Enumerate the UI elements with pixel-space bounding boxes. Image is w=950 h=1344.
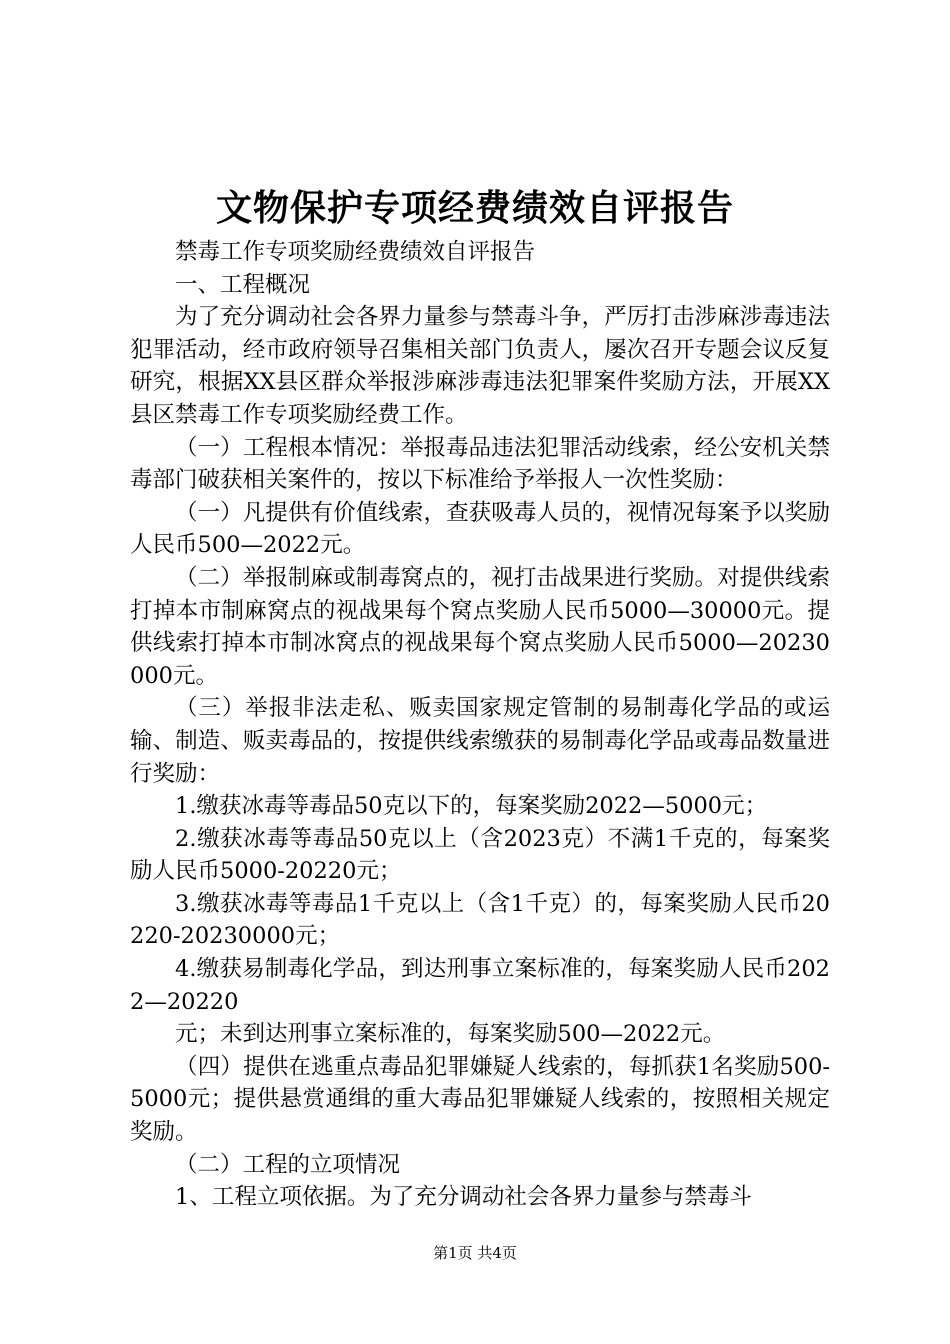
paragraph-subtitle: 禁毒工作专项奖励经费绩效自评报告: [175, 239, 536, 265]
paragraph-project-approval-heading: （二）工程的立项情况: [175, 1151, 401, 1178]
paragraph-sub-item-1: 1.缴获冰毒等毒品50克以下的，每案奖励2022—5000元；: [175, 793, 768, 820]
page-number: 第1页 共4页: [433, 1244, 517, 1262]
document-body: [130, 236, 830, 1214]
paragraph-sub-item-4: 4.缴获易制毒化学品，到达刑事立案标准的，每案奖励人民币2022—20220: [130, 956, 830, 1015]
paragraph-sub-item-3: 3.缴获冰毒等毒品1千克以上（含1千克）的，每案奖励人民币20220-20230000元；: [130, 890, 830, 950]
paragraph-item-4: （四）提供在逃重点毒品犯罪嫌疑人线索的，每抓获1名奖励500-5000元；提供悬赏通缉的重大毒品犯罪嫌疑人线索的，按照相关规定奖励。: [130, 1053, 830, 1146]
paragraph-sub-item-4-continued: 元；未到达刑事立案标准的，每案奖励500—2022元。: [175, 1021, 726, 1048]
paragraph-overview: 为了充分调动社会各界力量参与禁毒斗争，严厉打击涉麻涉毒违法犯罪活动，经市政府领导召集相关部门负责人，屡次召开专题会议反复研究，根据XX县区群众举报涉麻涉毒违法犯罪案件奖励方法，开展XX县区禁毒工作专项奖励经费工作。: [130, 304, 830, 428]
paragraph-item-2: （二）举报制麻或制毒窝点的，视打击战果进行奖励。对提供线索打掉本市制麻窝点的视战果每个窝点奖励人民币5000—30000元。提供线索打掉本市制冰窝点的视战果每个窝点奖励人民币5000—20230000元。: [130, 564, 830, 689]
document-title: 文物保护专项经费绩效自评报告: [215, 187, 734, 229]
paragraph-approval-basis: 1、工程立项依据。为了充分调动社会各界力量参与禁毒斗: [175, 1184, 752, 1211]
paragraph-basic-situation: （一）工程根本情况：举报毒品违法犯罪活动线索，经公安机关禁毒部门破获相关案件的，按以下标准给予举报人一次性奖励：: [130, 434, 830, 494]
paragraph-item-3: （三）举报非法走私、贩卖国家规定管制的易制毒化学品的或运输、制造、贩卖毒品的，按提供线索缴获的易制毒化学品或毒品数量进行奖励：: [130, 695, 830, 787]
paragraph-section-heading: 一、工程概况: [175, 271, 311, 298]
paragraph-sub-item-2: 2.缴获冰毒等毒品50克以上（含2023克）不满1千克的，每案奖励人民币5000-20220元；: [130, 825, 830, 885]
paragraph-item-1: （一）凡提供有价值线索，查获吸毒人员的，视情况每案予以奖励人民币500—2022元。: [130, 499, 830, 559]
